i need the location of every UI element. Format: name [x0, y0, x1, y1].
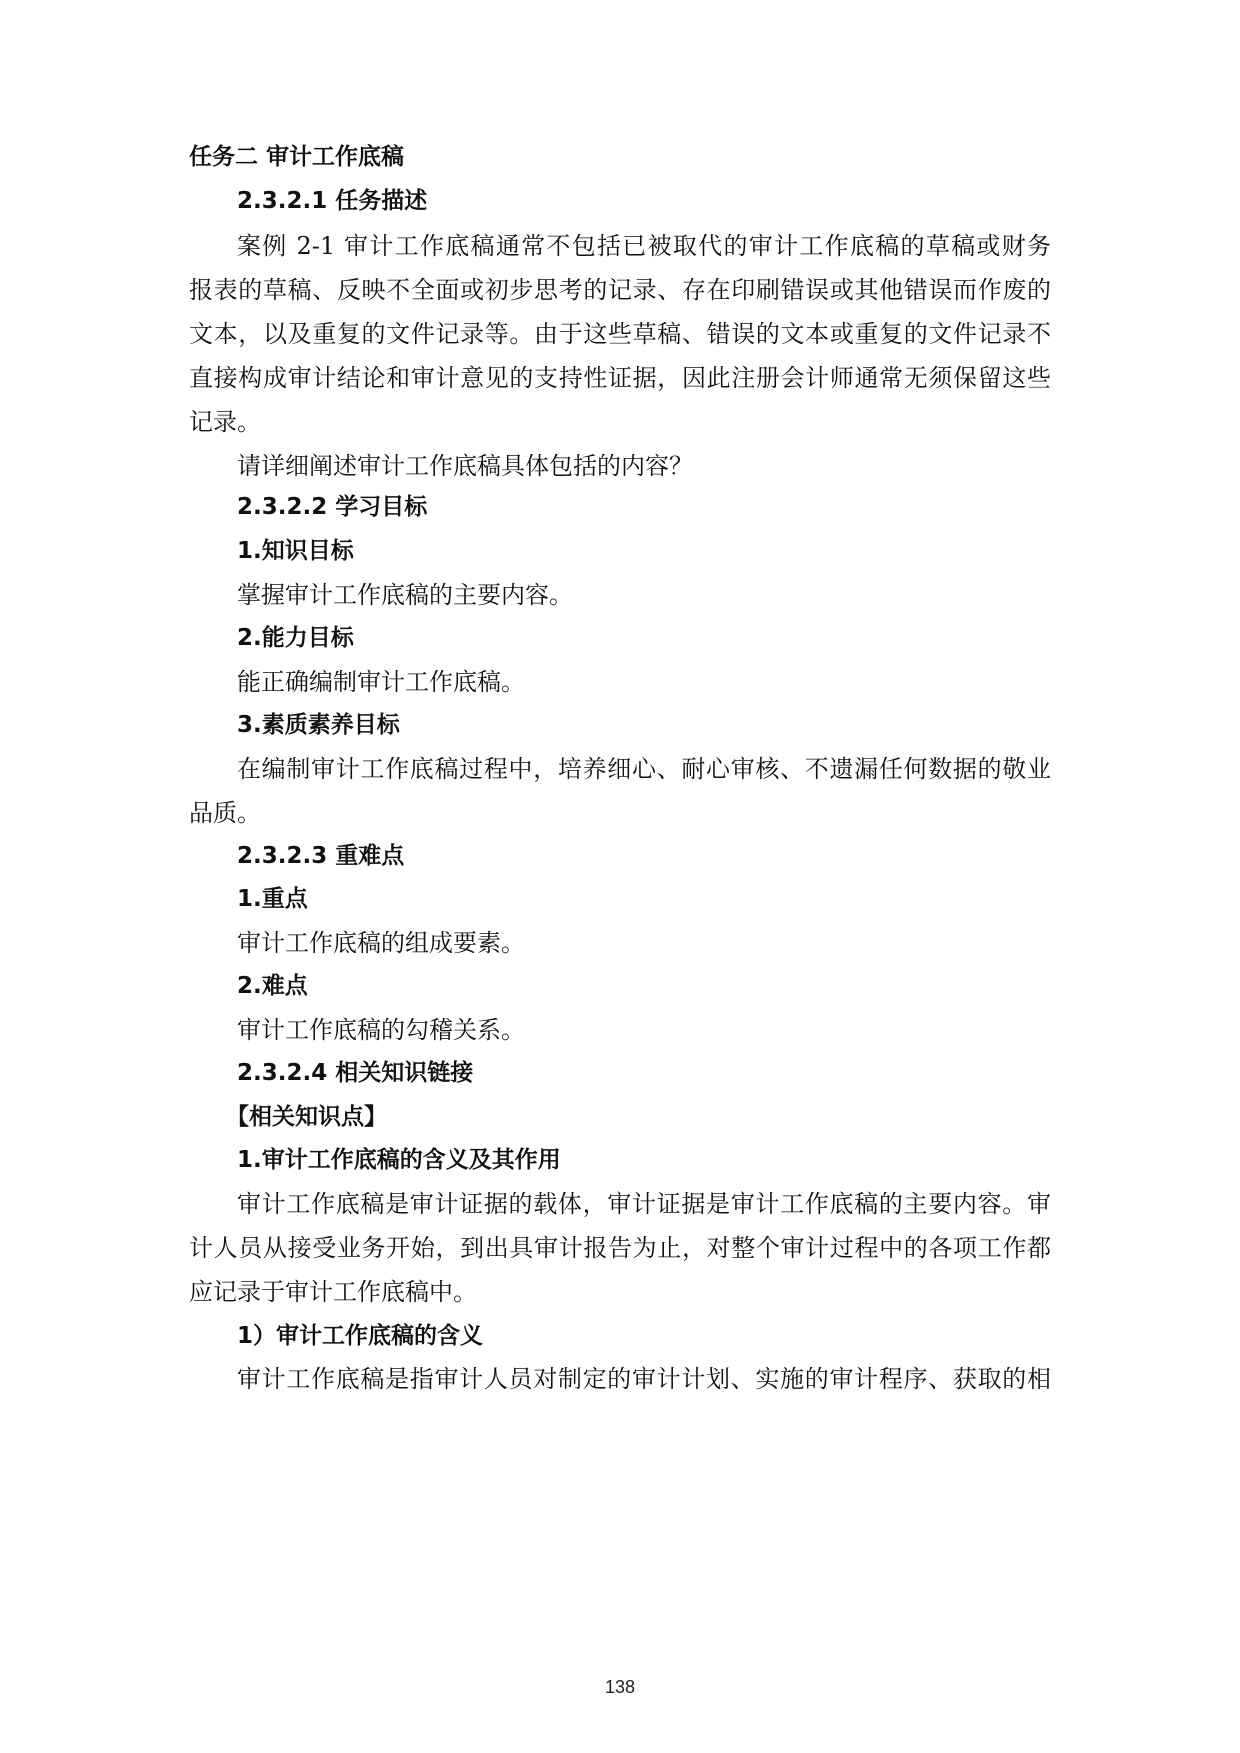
section-heading-knowledge-links: 2.3.2.4 相关知识链接 — [237, 1060, 474, 1086]
quality-goal-label: 3.素质素养目标 — [237, 712, 400, 738]
key-point-text: 审计工作底稿的组成要素。 — [237, 929, 525, 957]
section-heading-task-description: 2.3.2.1 任务描述 — [237, 188, 428, 214]
quality-goal-line-1: 在编制审计工作底稿过程中，培养细心、耐心审核、不遗漏任何数据的敬业 — [237, 755, 1051, 783]
case-paragraph-line-5: 记录。 — [189, 408, 261, 436]
meaning-paragraph-line-1: 审计工作底稿是审计证据的载体，审计证据是审计工作底稿的主要内容。审 — [237, 1190, 1051, 1218]
ability-goal-label: 2.能力目标 — [237, 625, 354, 651]
case-paragraph-line-4: 直接构成审计结论和审计意见的支持性证据，因此注册会计师通常无须保留这些 — [189, 364, 1051, 392]
case-paragraph-line-3: 文本，以及重复的文件记录等。由于这些草稿、错误的文本或重复的文件记录不 — [189, 320, 1051, 348]
knowledge-points-label: 【相关知识点】 — [226, 1104, 387, 1130]
case-paragraph-line-1: 案例 2-1 审计工作底稿通常不包括已被取代的审计工作底稿的草稿或财务 — [237, 232, 1051, 260]
difficult-point-label: 2.难点 — [237, 973, 308, 999]
subheading-meaning: 1）审计工作底稿的含义 — [237, 1323, 484, 1349]
page-number: 138 — [604, 1677, 636, 1697]
quality-goal-line-2: 品质。 — [189, 799, 261, 827]
ability-goal-text: 能正确编制审计工作底稿。 — [237, 668, 525, 696]
subheading-meaning-and-role: 1.审计工作底稿的含义及其作用 — [237, 1147, 561, 1173]
case-paragraph-line-2: 报表的草稿、反映不全面或初步思考的记录、存在印刷错误或其他错误而作废的 — [189, 276, 1051, 304]
question-text: 请详细阐述审计工作底稿具体包括的内容？ — [237, 452, 693, 480]
task-title: 任务二 审计工作底稿 — [189, 144, 405, 170]
section-heading-key-difficult-points: 2.3.2.3 重难点 — [237, 843, 405, 869]
meaning-definition-line-1: 审计工作底稿是指审计人员对制定的审计计划、实施的审计程序、获取的相 — [237, 1365, 1051, 1393]
section-heading-learning-goals: 2.3.2.2 学习目标 — [237, 494, 428, 520]
knowledge-goal-text: 掌握审计工作底稿的主要内容。 — [237, 581, 573, 609]
knowledge-goal-label: 1.知识目标 — [237, 538, 354, 564]
key-point-label: 1.重点 — [237, 886, 308, 912]
difficult-point-text: 审计工作底稿的勾稽关系。 — [237, 1016, 525, 1044]
meaning-paragraph-line-3: 应记录于审计工作底稿中。 — [189, 1278, 477, 1306]
meaning-paragraph-line-2: 计人员从接受业务开始，到出具审计报告为止，对整个审计过程中的各项工作都 — [189, 1234, 1051, 1262]
